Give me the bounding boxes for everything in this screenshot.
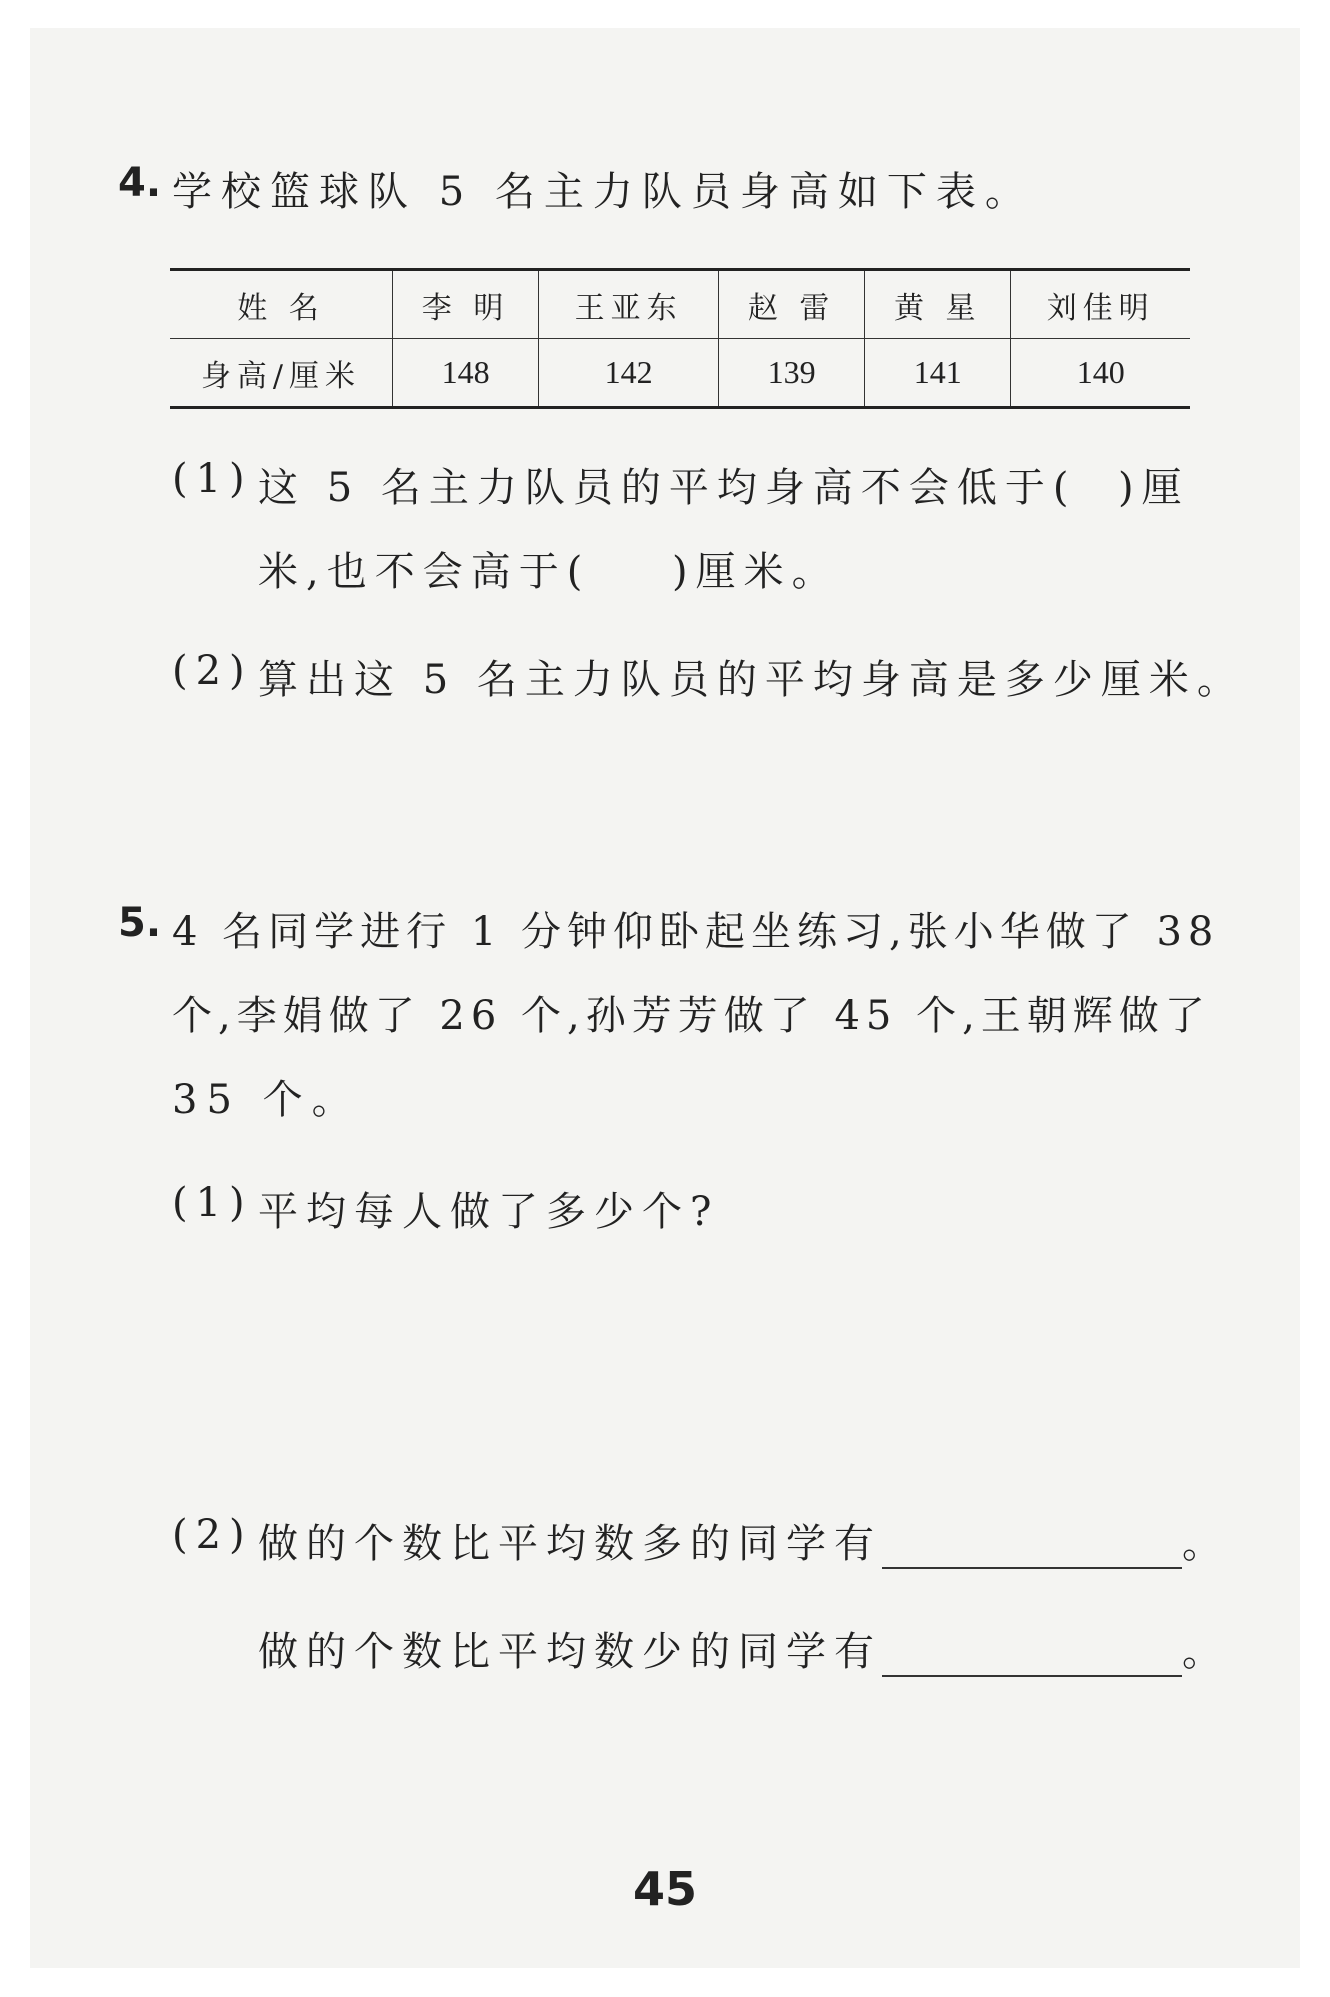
q4-prompt: 学校篮球队 5 名主力队员身高如下表。 <box>172 169 1034 215</box>
q5-sub2-more-text: 做的个数比平均数多的同学有 <box>258 1521 882 1567</box>
table-cell: 148 <box>393 339 539 408</box>
q5-sub2-less-text: 做的个数比平均数少的同学有 <box>258 1629 882 1675</box>
table-cell: 黄 星 <box>865 270 1011 339</box>
q4-sub1-label: (1) <box>172 456 253 502</box>
period-mark: 。 <box>1182 1629 1230 1675</box>
table-cell: 姓 名 <box>170 270 393 339</box>
period-mark: 。 <box>1182 1521 1230 1567</box>
answer-blank-more[interactable] <box>882 1527 1182 1569</box>
table-cell: 王亚东 <box>539 270 719 339</box>
q5-sub2-label: (2) <box>172 1512 253 1558</box>
table-cell: 李 明 <box>393 270 539 339</box>
page-number: 45 <box>632 1862 697 1916</box>
q5-sub1-label: (1) <box>172 1180 253 1226</box>
table-header-row <box>170 270 1190 339</box>
q4-sub2-label: (2) <box>172 648 253 694</box>
table-cell: 140 <box>1011 339 1190 408</box>
table-cell: 身高/厘米 <box>170 339 393 408</box>
q5-sub2-line1 <box>258 1512 1230 1569</box>
q5-number: 5. <box>118 900 162 946</box>
table-cell: 142 <box>539 339 719 408</box>
q4-sub2-text: 算出这 5 名主力队员的平均身高是多少厘米。 <box>258 657 1245 703</box>
q4-number: 4. <box>118 160 162 206</box>
table-cell: 141 <box>865 339 1011 408</box>
table-row <box>170 339 1190 408</box>
q5-sub2-line2 <box>258 1620 1230 1677</box>
q4-sub1-line2-end: )厘米。 <box>672 549 840 595</box>
table-cell: 139 <box>719 339 865 408</box>
q4-sub1-line1-end: )厘 <box>1118 465 1190 511</box>
q5-sub1-text: 平均每人做了多少个? <box>258 1189 720 1235</box>
q5-line1: 4 名同学进行 1 分钟仰卧起坐练习,张小华做了 38 <box>172 909 1220 955</box>
table-cell: 刘佳明 <box>1011 270 1190 339</box>
q5-line2: 个,李娟做了 26 个,孙芳芳做了 45 个,王朝辉做了 <box>172 993 1211 1039</box>
height-table <box>170 268 1190 409</box>
q5-line3: 35 个。 <box>172 1077 361 1123</box>
table-cell: 赵 雷 <box>719 270 865 339</box>
q4-sub1-line1: 这 5 名主力队员的平均身高不会低于( <box>258 465 1077 511</box>
answer-blank-less[interactable] <box>882 1635 1182 1677</box>
q4-sub1-line2: 米,也不会高于( <box>258 549 591 595</box>
